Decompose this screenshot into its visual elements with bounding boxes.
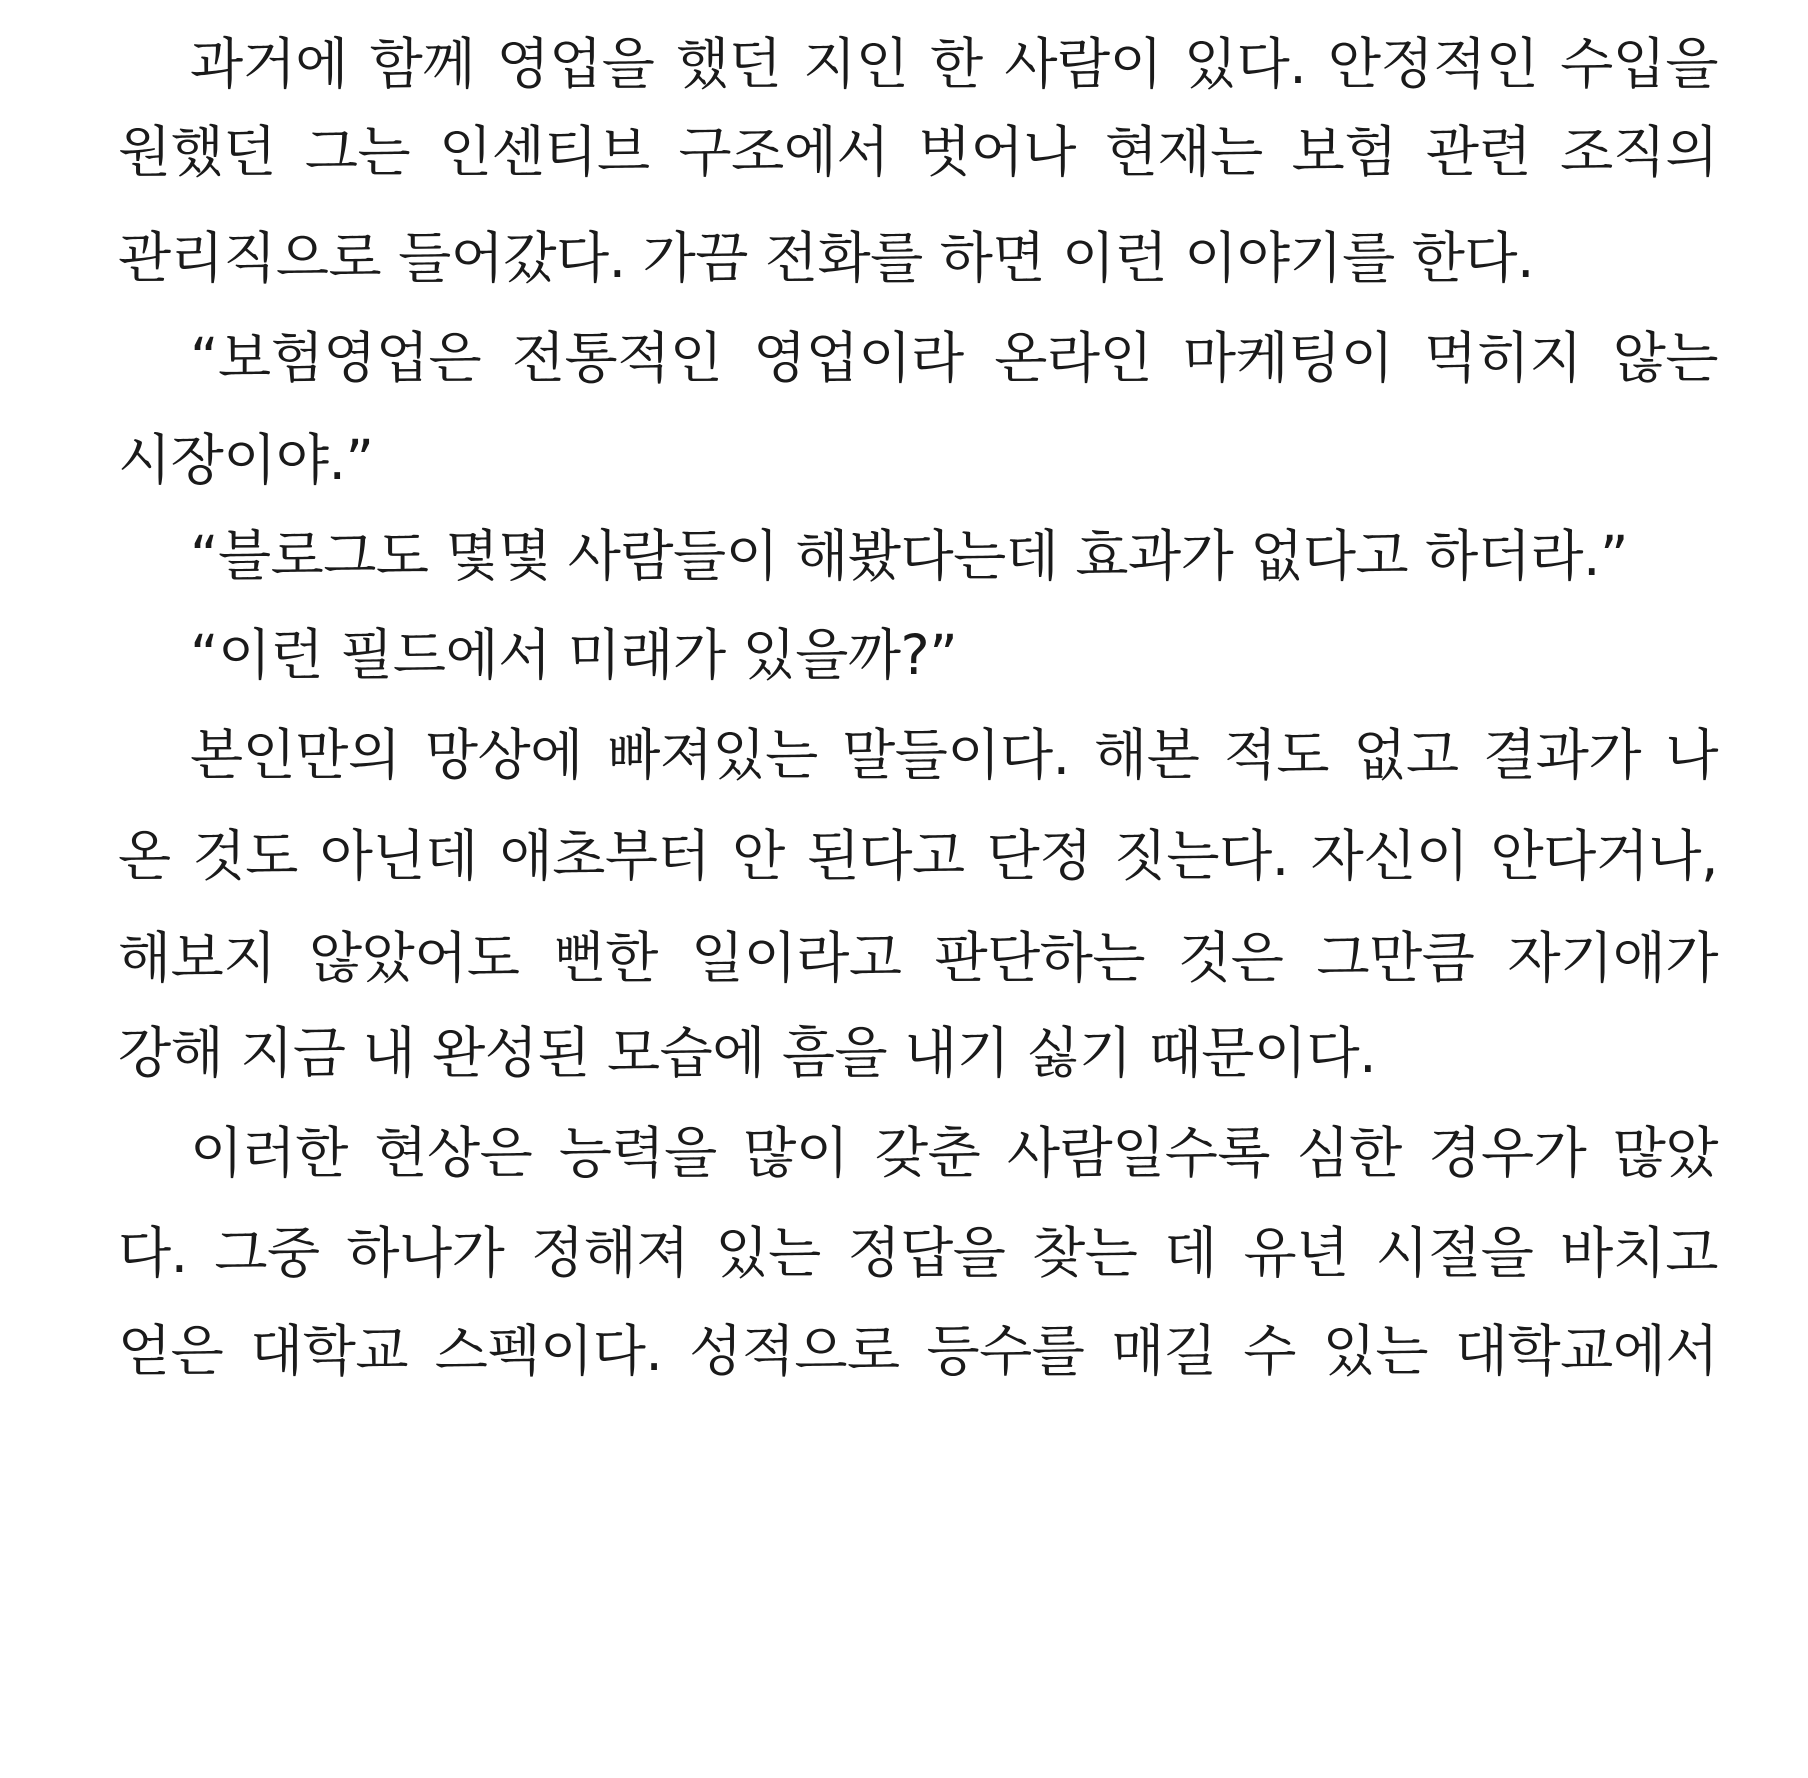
- text-line-8: 본인만의 망상에 빠져있는 말들이다. 해본 적도 없고 결과가 나: [190, 723, 1718, 787]
- text-line-12: 이러한 현상은 능력을 많이 갖춘 사람일수록 심한 경우가 많았: [190, 1121, 1718, 1185]
- text-line-14: 얻은 대학교 스펙이다. 성적으로 등수를 매길 수 있는 대학교에서: [118, 1319, 1718, 1383]
- text-line-4: “보험영업은 전통적인 영업이라 온라인 마케팅이 먹히지 않는: [190, 326, 1718, 390]
- text-line-1: 과거에 함께 영업을 했던 지인 한 사람이 있다. 안정적인 수입을: [190, 32, 1718, 96]
- text-line-6: “블로그도 몇몇 사람들이 해봤다는데 효과가 없다고 하더라.”: [190, 524, 1628, 588]
- text-line-10: 해보지 않았어도 뻔한 일이라고 판단하는 것은 그만큼 자기애가: [118, 926, 1718, 990]
- text-line-5: 시장이야.”: [118, 428, 374, 492]
- text-line-7: “이런 필드에서 미래가 있을까?”: [190, 623, 958, 687]
- text-line-13: 다. 그중 하나가 정해져 있는 정답을 찾는 데 유년 시절을 바치고: [118, 1221, 1718, 1285]
- text-line-9: 온 것도 아닌데 애초부터 안 된다고 단정 짓는다. 자신이 안다거나,: [118, 824, 1718, 888]
- text-line-3: 관리직으로 들어갔다. 가끔 전화를 하면 이런 이야기를 한다.: [118, 226, 1534, 290]
- text-line-11: 강해 지금 내 완성된 모습에 흠을 내기 싫기 때문이다.: [118, 1021, 1377, 1085]
- text-line-2: 원했던 그는 인센티브 구조에서 벗어나 현재는 보험 관련 조직의: [118, 120, 1718, 184]
